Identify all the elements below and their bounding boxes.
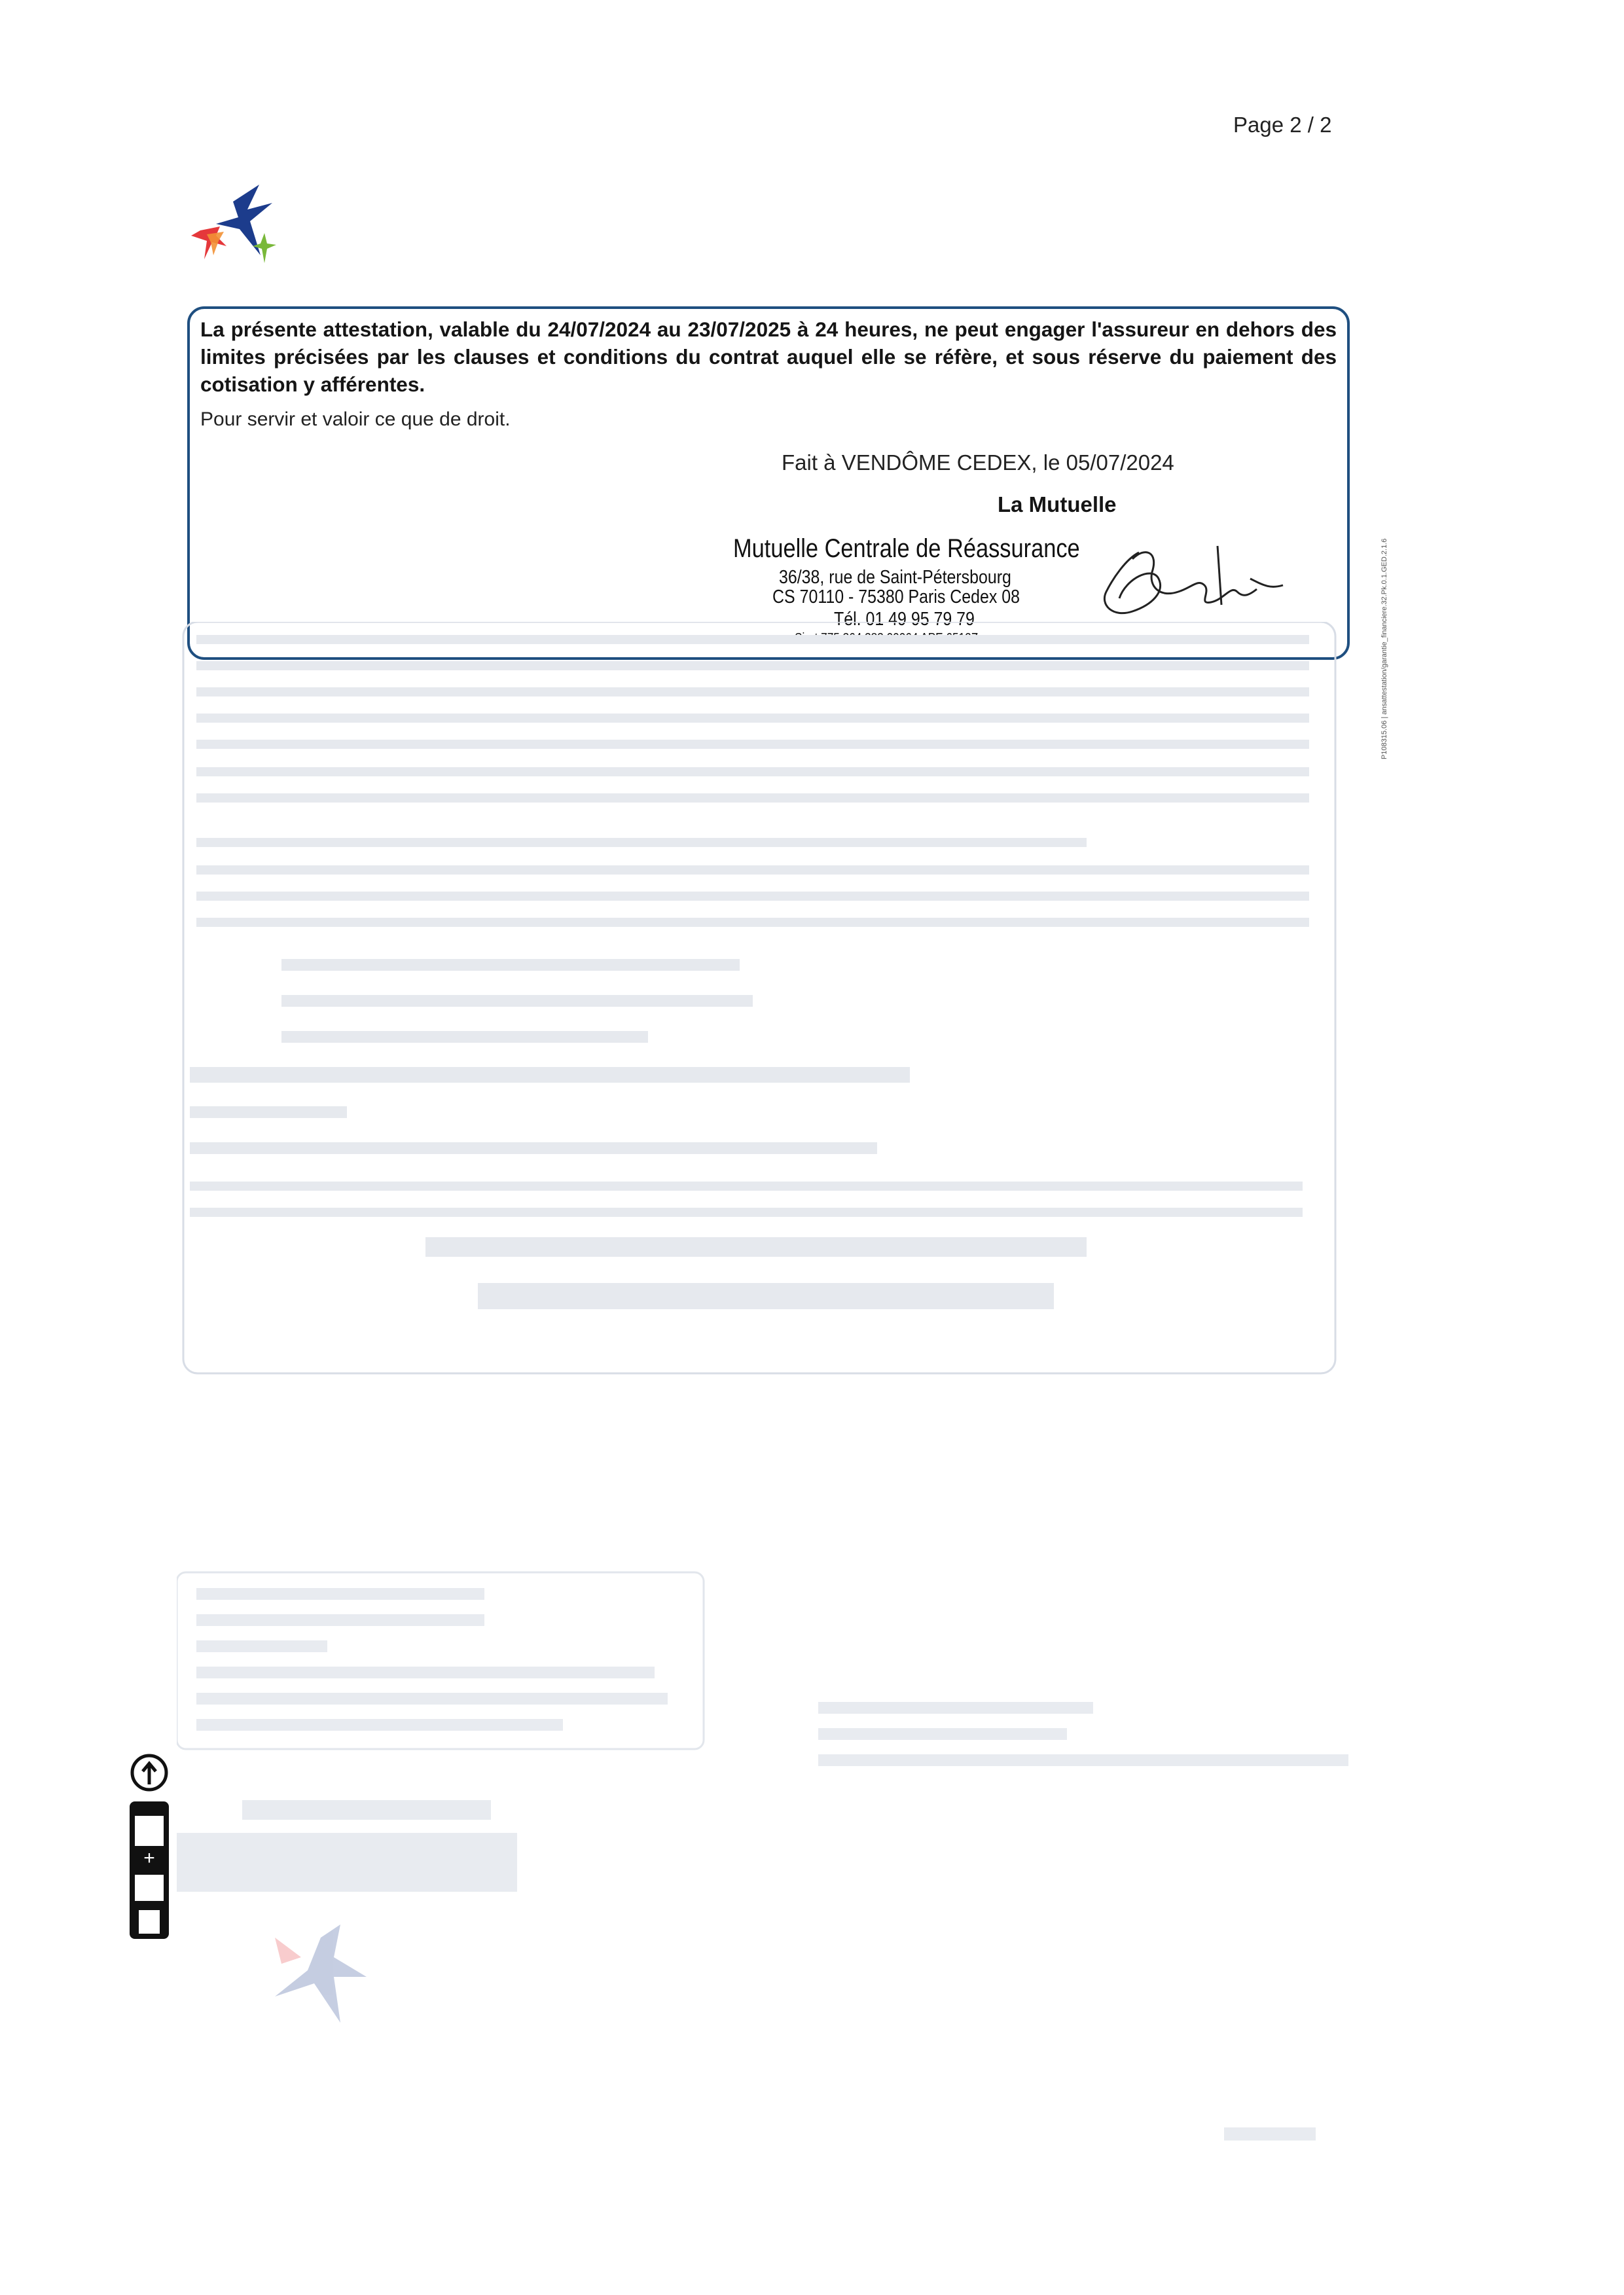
side-reference-code: [1375, 471, 1401, 759]
place-and-date: Fait à VENDÔME CEDEX, le 05/07/2024: [782, 450, 1174, 475]
brand-logo-icon: [187, 183, 292, 281]
recycle-icon: [132, 1756, 166, 1790]
show-through-background: [177, 622, 1355, 2160]
recycle-steps-icon: [124, 1748, 177, 1944]
stamp-address: 36/38, rue de Saint-Pétersbourg: [779, 567, 1011, 588]
page-number: Page 2 / 2: [1233, 113, 1332, 137]
stamp-company-name: Mutuelle Centrale de Réassurance: [733, 534, 1080, 563]
closing-formula: Pour servir et valoir ce que de droit.: [200, 408, 511, 430]
svg-text:+: +: [143, 1847, 155, 1869]
validity-clause: La présente attestation, valable du 24/07/2024 au 23/07/2025 à 24 heures, ne peut engager l'assureur en dehors des limites précisées par les clauses et conditions du contrat auquel elle se réfère, et sous réserve du paiement des cotisation y afférentes.: [200, 317, 1337, 396]
svg-text:P108315.06 | ansattestation/ga: P108315.06 | ansattestation/garantie_financiere.32.Pk.0.1.GED.2.1.6: [1380, 538, 1388, 759]
stamp-postal: CS 70110 - 75380 Paris Cedex 08: [772, 587, 1020, 607]
stamp-phone: Tél. 01 49 95 79 79: [834, 609, 975, 630]
insurer-label: La Mutuelle: [998, 492, 1117, 516]
